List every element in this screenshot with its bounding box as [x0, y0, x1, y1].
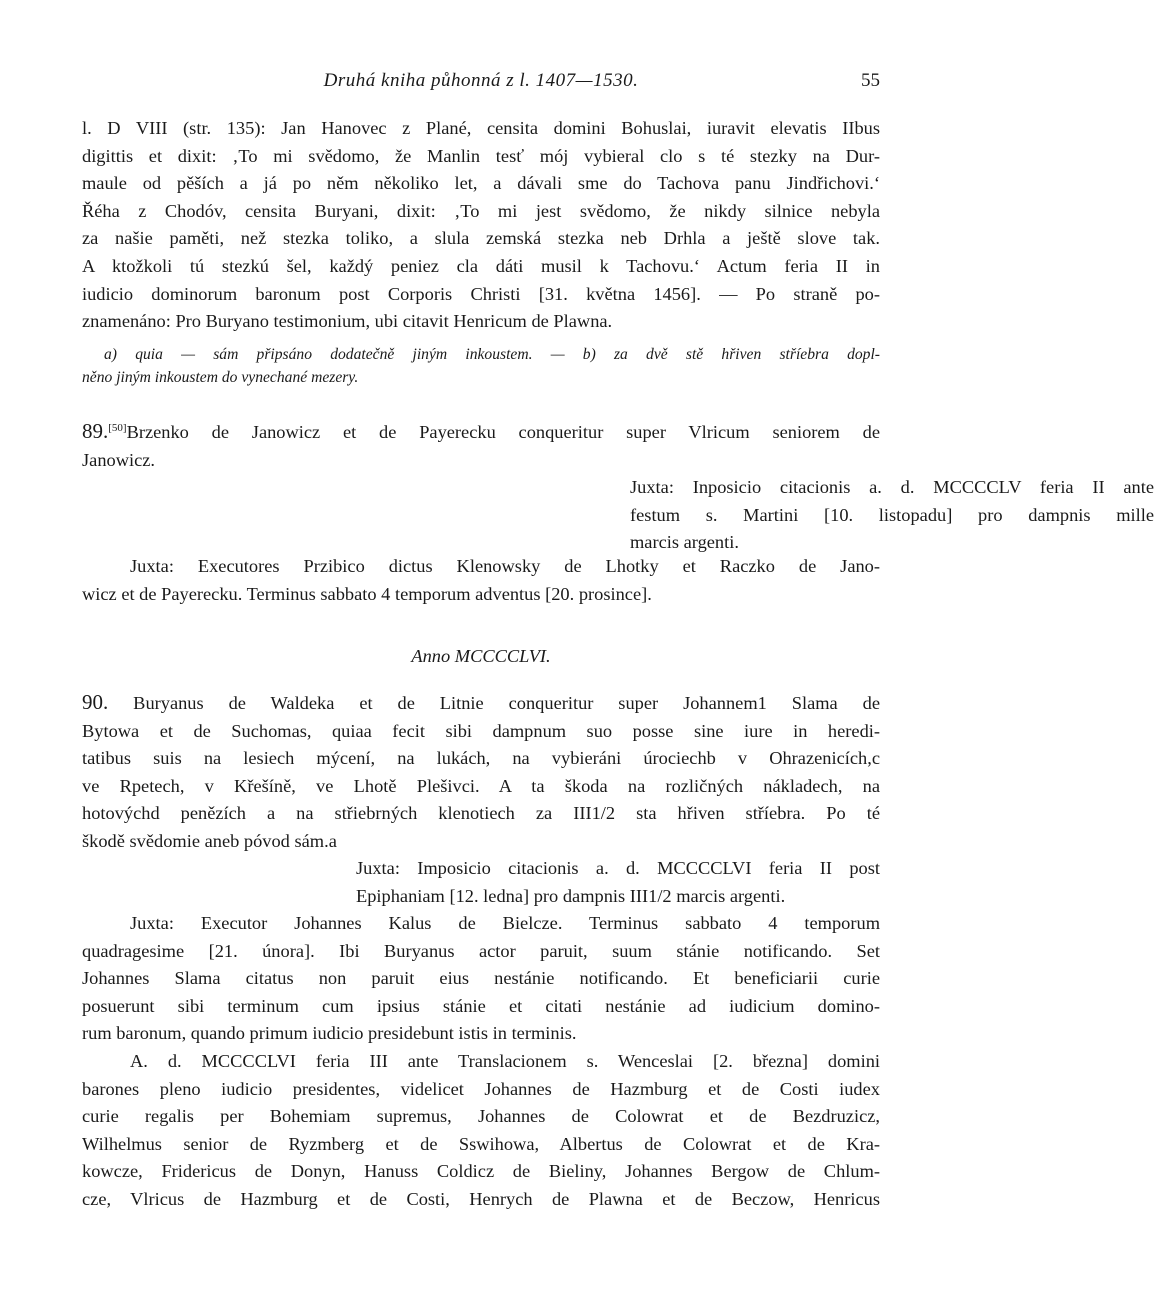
text-line: Janowicz. — [82, 449, 156, 470]
entry-first-line — [82, 418, 880, 447]
entry-90-juxta-executor — [82, 910, 880, 1048]
text-line: maule od pěších a já po něm několiko let, a dávali sme do Tachova panu Jindřichovi.‘ — [82, 173, 880, 194]
text-line: A ktožkoli tú stezkú šel, každý peniez cla dáti musil k Tachovu.‘ Actum feria II in — [82, 255, 880, 276]
entry-number: 90. — [82, 690, 109, 714]
text-line: Juxta: Executores Przibico dictus Klenowsky de Lhotky et Raczko de Jano- — [130, 556, 880, 576]
text-line: festum s. Martini [10. listopadu] pro dampnis mille — [630, 504, 1154, 525]
text-line: curie regalis per Bohemiam supremus, Johannes de Colowrat et de Bezdruzicz, — [82, 1106, 880, 1127]
text-line: tatibus suis na lesiech mýcení, na lukách, na vybieráni úrociechb v Ohrazenicích,c — [82, 748, 880, 769]
text-line: Juxta: Imposicio citacionis a. d. MCCCCLVI feria II post — [356, 858, 880, 878]
footnotes — [82, 343, 880, 389]
entry-90-juxta-citation — [356, 855, 880, 910]
text-line: iudicio dominorum baronum post Corporis Christi [31. května 1456]. — Po straně po- — [82, 283, 880, 304]
text-line: Epiphaniam [12. ledna] pro dampnis III1/2 marcis argenti. — [356, 885, 786, 906]
text-line: ve Rpetech, v Křešíně, ve Lhotě Plešivci. A ta škoda na rozličných nákladech, na — [82, 775, 880, 796]
text-line: digittis et dixit: ‚To mi svědomo, že Manlin tesť mój vybieral clo s té stezky na Dur- — [82, 145, 880, 166]
text-line: A. d. MCCCCLVI feria III ante Translacionem s. Wenceslai [2. března] domini — [130, 1051, 880, 1071]
text-line: wicz et de Payerecku. Terminus sabbato 4 temporum adventus [20. prosince]. — [82, 583, 652, 604]
text-line: posuerunt sibi terminum cum ipsius stánie et citati nestánie ad iudicium domino- — [82, 995, 880, 1016]
text-line: barones pleno iudicio presidentes, videlicet Johannes de Hazmburg et de Costi iudex — [82, 1078, 880, 1099]
text-line: rum baronum, quando primum iudicio presidebunt istis in terminis. — [82, 1023, 577, 1044]
text-line: kowcze, Fridericus de Donyn, Hanuss Coldicz de Bieliny, Johannes Bergow de Chlum- — [82, 1161, 880, 1182]
text-line: Juxta: Executor Johannes Kalus de Bielcze. Terminus sabbato 4 temporum — [130, 913, 880, 933]
year-heading-text: Anno MCCCCLVI. — [411, 646, 551, 666]
entry-first-line — [82, 689, 880, 718]
footnote-line: něno jiným inkoustem do vynechané mezery. — [82, 369, 359, 386]
text-line: za našie paměti, než stezka toliko, a slula zemská stezka neb Drhla a ještě slove tak. — [82, 228, 880, 249]
text-line: Brzenko de Janowicz et de Payerecku conqueritur super Vlricum seniorem de — [126, 422, 880, 442]
text-line: Wilhelmus senior de Ryzmberg et de Sswihowa, Albertus de Colowrat et de Kra- — [82, 1133, 880, 1154]
page-number: 55 — [861, 70, 880, 91]
year-heading — [82, 643, 880, 671]
text-line: quadragesime [21. února]. Ibi Buryanus actor paruit, suum stánie notificando. Set — [82, 940, 880, 961]
footnote-line: a) quia — sám připsáno dodatečně jiným inkoustem. — b) za dvě stě hřiven stříebra dopl- — [104, 346, 880, 363]
text-line: škodě svědomie aneb póvod sám.a — [82, 830, 337, 851]
entry-89-juxta-citation — [356, 474, 1154, 557]
header-title: Druhá kniha půhonná z l. 1407—1530. — [323, 70, 639, 91]
text-line: Juxta: Inposicio citacionis a. d. MCCCCLV feria II ante — [630, 477, 1154, 497]
entry-90 — [82, 689, 880, 856]
text-line: marcis argenti. — [630, 532, 739, 553]
text-line: znamenáno: Pro Buryano testimonium, ubi citavit Henricum de Plawna. — [82, 311, 613, 332]
text-line: Řéha z Chodóv, censita Buryani, dixit: ‚To mi jest svědomo, že nikdy silnice nebyla — [82, 200, 880, 221]
text-line: Buryanus de Waldeka et de Litnie conqueritur super Johannem1 Slama de — [133, 693, 880, 713]
text-line: Bytowa et de Suchomas, quiaa fecit sibi dampnum suo posse sine iure in heredi- — [82, 720, 880, 741]
running-header — [82, 70, 880, 100]
entry-number: 89. — [82, 419, 109, 443]
text-line: Johannes Slama citatus non paruit eius nestánie notificando. Et beneficiarii curie — [82, 968, 880, 989]
entry-89 — [82, 418, 880, 474]
text-line: hotovýchd penězích a na střiebrných klenotiech za III1/2 sta hřiven stříebra. Po té — [82, 803, 880, 824]
entry-89-juxta-executors — [82, 553, 880, 608]
folio-ref: [50] — [108, 421, 127, 434]
paragraph-testimony — [82, 115, 880, 336]
text-line: l. D VIII (str. 135): Jan Hanovec z Plané, censita domini Bohuslai, iuravit elevatis IIbus — [82, 118, 880, 138]
entry-90-session — [82, 1048, 880, 1214]
text-line: cze, Vlricus de Hazmburg et de Costi, Henrych de Plawna et de Beczow, Henricus — [82, 1188, 880, 1209]
